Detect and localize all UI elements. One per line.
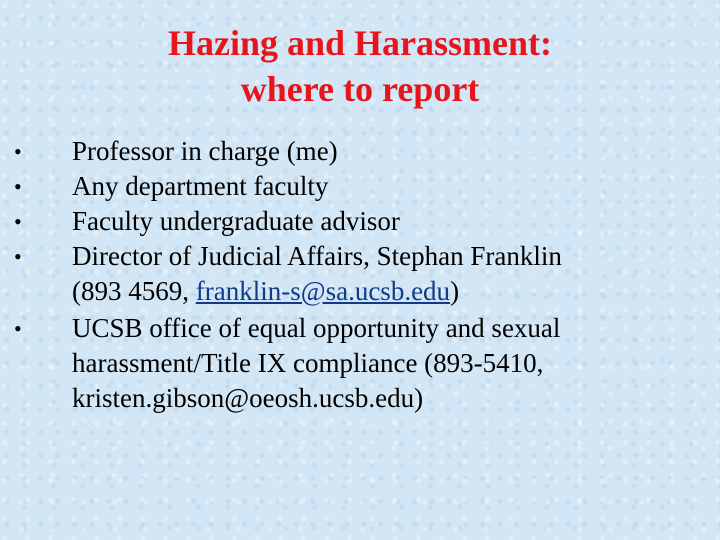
bullet-icon: •	[14, 139, 22, 164]
list-item	[14, 134, 714, 169]
list-item-text: Director of Judicial Affairs, Stephan Franklin	[72, 241, 562, 271]
list-item	[14, 311, 714, 416]
contact-prefix: (893 4569,	[72, 276, 196, 306]
list-item-text: Professor in charge (me)	[72, 136, 338, 166]
bullet-icon: •	[14, 209, 22, 234]
bullet-icon: •	[14, 174, 22, 199]
bullet-list	[14, 134, 714, 416]
list-item	[14, 204, 714, 239]
contact-line	[72, 274, 714, 309]
list-item-text-line-3: kristen.gibson@oeosh.ucsb.edu)	[72, 383, 424, 413]
email-link-franklin[interactable]: franklin-s@sa.ucsb.edu	[195, 276, 451, 306]
title-line-1: Hazing and Harassment:	[167, 23, 552, 63]
slide-title	[0, 20, 720, 112]
bullet-icon: •	[14, 316, 22, 341]
list-item	[14, 169, 714, 204]
list-item-text: Faculty undergraduate advisor	[72, 206, 400, 236]
list-item-text: Any department faculty	[72, 171, 329, 201]
contact-suffix: )	[450, 276, 460, 306]
bullet-icon: •	[14, 244, 22, 269]
title-line-2: where to report	[240, 69, 480, 109]
list-item-text-line-2: harassment/Title IX compliance (893-5410,	[72, 348, 544, 378]
list-item-text-line-1: UCSB office of equal opportunity and sexual	[72, 313, 561, 343]
list-item	[14, 239, 714, 309]
